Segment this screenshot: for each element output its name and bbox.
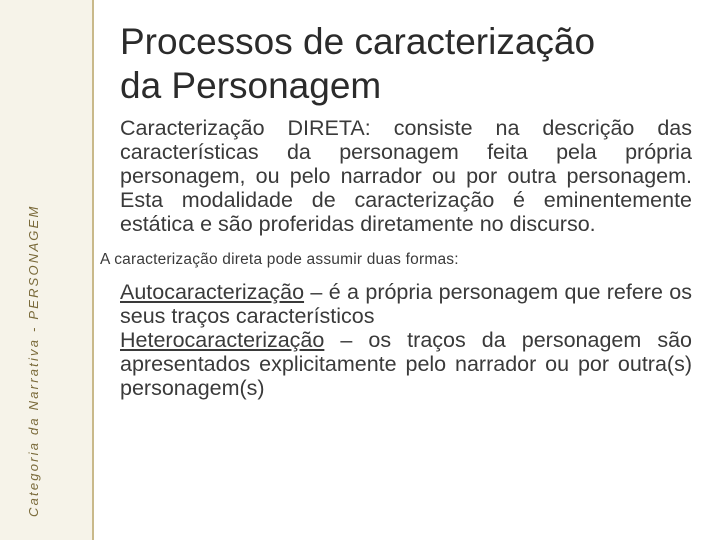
sidebar-panel — [0, 0, 92, 540]
sidebar-section-label: Categoria da Narrativa - PERSONAGEM — [26, 204, 41, 517]
text-hetero: – os traços da personagem são apresentados explicitamente pelo narrador ou por outra(s) personagem(s) — [120, 328, 692, 400]
title-line-1: Processos de caracterização — [120, 21, 596, 62]
term-auto: Autocaracterização — [120, 280, 305, 304]
text-direct: consiste na descrição das características da personagem feita pela própria personagem, ou pelo narrador ou por outra personagem. Esta modalidade de caracterização é eminentemente estática e são proferidas diretamente no discurso. — [120, 116, 692, 236]
term-hetero: Heterocaracterização — [120, 328, 325, 352]
forms-note: A caracterização direta pode assumir duas formas: — [100, 251, 459, 268]
term-direct: Caracterização DIRETA — [120, 116, 365, 140]
title-line-2: da Personagem — [120, 65, 382, 106]
text-auto: – é a própria personagem que refere os seus traços característicos — [120, 280, 692, 328]
slide-body — [100, 116, 692, 400]
bullet-item-direct — [100, 116, 692, 236]
bullet-item-auto — [100, 280, 692, 328]
slide-title — [120, 20, 700, 108]
term-separator: : — [364, 116, 394, 140]
sidebar-divider — [92, 0, 94, 540]
bullet-item-hetero — [100, 328, 692, 400]
